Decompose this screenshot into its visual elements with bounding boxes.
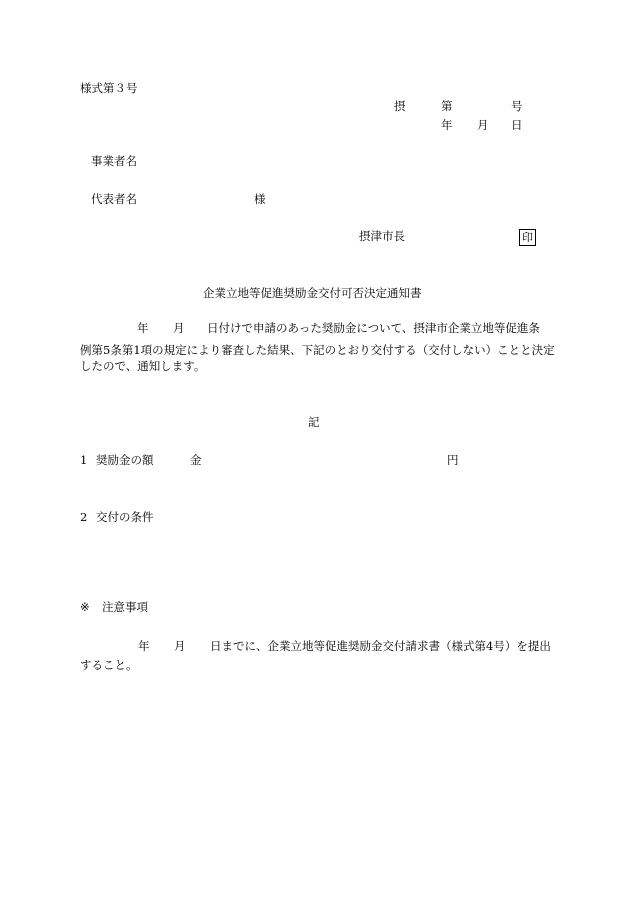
representative-name-label: 代表者名 <box>91 192 137 206</box>
honorific-sama: 様 <box>254 192 266 206</box>
notes-mark: ※ <box>80 600 90 614</box>
ki-marker: 記 <box>308 415 320 429</box>
notes-line-2: すること。 <box>80 658 138 672</box>
doc-number-go: 号 <box>511 99 523 113</box>
body-line-2: 例第5条第1項の規定により審査した結果、下記のとおり交付する（交付しない）ことと決定 <box>80 343 555 357</box>
notes-line-1: 日までに、企業立地等促進奨励金交付請求書（様式第4号）を提出 <box>210 639 551 653</box>
business-name-label: 事業者名 <box>91 154 137 168</box>
notes-heading: 注意事項 <box>102 600 148 614</box>
item-1-yen: 円 <box>447 453 459 467</box>
body-line-1: 日付けで申請のあった奨励金について、摂津市企業立地等促進条 <box>207 321 540 335</box>
doc-number-prefix: 摂 <box>394 99 406 113</box>
body-month: 月 <box>173 321 185 335</box>
date-day: 日 <box>511 118 523 132</box>
item-2-label: 交付の条件 <box>96 510 154 524</box>
date-year: 年 <box>441 118 453 132</box>
document-title: 企業立地等促進奨励金交付可否決定通知書 <box>203 286 422 300</box>
doc-number-dai: 第 <box>441 99 453 113</box>
seal-mark: 印 <box>519 229 536 246</box>
body-year: 年 <box>137 321 149 335</box>
item-2-number: 2 <box>80 510 88 524</box>
item-1-kin: 金 <box>190 453 202 467</box>
body-line-3: したので、通知します。 <box>80 359 206 373</box>
item-1-number: 1 <box>80 453 88 467</box>
form-number: 様式第３号 <box>80 81 138 95</box>
issuer-name: 摂津市長 <box>359 229 405 243</box>
notes-year: 年 <box>138 639 150 653</box>
item-1-label: 奨励金の額 <box>96 453 154 467</box>
date-month: 月 <box>477 118 489 132</box>
notes-month: 月 <box>174 639 186 653</box>
